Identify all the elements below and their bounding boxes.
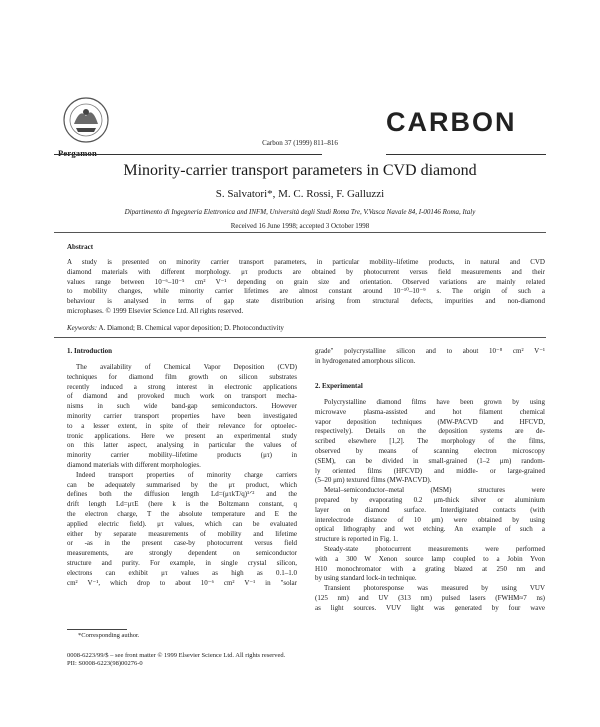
text-line: to a lesser extent, in spite of their relevance for optoelec- [67,421,297,430]
text-line: or -as in the present case-by photocurrent versus field [67,539,297,548]
header-rule [54,154,322,155]
section-heading-experimental: 2. Experimental [315,382,363,390]
keywords-list: A. Diamond; B. Chemical vapor deposition; D. Photoconductivity [97,324,284,332]
text-line: (125 nm) and UV (313 nm) pulsed lasers (FWHM≈7 ns) [315,593,545,602]
right-column [315,398,545,614]
text-line: The availability of Chemical Vapor Deposition (CVD) [76,363,297,371]
text-line: measurements, are strongly dependent on semiconductor [67,549,297,558]
text-line: observed by means of scanning electron microscopy [315,446,545,455]
text-line: drift length Ld=μτE (here k is the Boltzmann constant, q [67,500,297,509]
abstract-line: to mobility changes, while minority carrier lifetimes are almost constant around 10⁻¹⁰–10⁻⁹ s. The origin of such a [67,287,545,296]
text-line: in hydrogenated amorphous silicon. [315,356,416,365]
text-line: layer on diamond surface. Interdigitated contacts (with [315,505,545,514]
abstract-body [67,258,545,317]
copyright-line: 0008-6223/99/$ – see front matter © 1999 Elsevier Science Ltd. All rights reserved. [67,652,286,659]
abstract-line: A study is presented on minority carrier transport parameters, in particular mobility–lifetime products, in natural and CVD [67,258,545,266]
text-line: techniques for diamond film growth on silicon substrates [67,372,297,381]
text-line: either by separate measurements of mobility and lifetime [67,529,297,538]
text-line: by using standard lock-in technique. [315,574,417,583]
text-line: scribed elsewhere [1,2]. The morphology of the films, [315,437,545,446]
text-line: (5–20 μm) textured films (MW-PACVD). [315,476,432,485]
text-line: of diamond and provoked much work on transport mecha- [67,392,297,401]
abstract-line: values range between 10⁻⁶–10⁻⁵ cm² V⁻¹ depending on grain size and orientation. Observed variations are mainly related [67,277,545,286]
text-line: optical lithography and wet etching. An example of such a [315,525,545,534]
journal-title: CARBON [386,107,517,137]
text-line: microwave plasma-assisted and hot filament chemical [315,407,545,416]
paper-authors: S. Salvatori*, M. C. Rossi, F. Galluzzi [215,188,385,200]
keywords [67,324,545,332]
text-line: respectively). Details on the deposition systems are de- [315,427,545,436]
text-line: (SEM), can be divided in small-grained (1–2 μm) random- [315,456,545,465]
text-line: Indeed transport properties of minority charge carriers [76,470,297,479]
text-line: Metal–semiconductor–metal (MSM) structures were [324,486,545,495]
abstract-line: behaviour is analysed in terms of gap state distribution arising from structural defects, impurities and non-diamond [67,297,545,306]
footnote-rule [67,629,127,630]
publisher-name: Pergamon [58,148,97,158]
text-line: with a 300 W Xenon source lamp coupled to a Jobin Yvon [315,554,545,563]
text-line: Transient photoresponse was measured by using VUV [324,584,545,593]
text-line: structure is reported in Fig. 1. [315,535,399,544]
text-line: vapor deposition techniques (MW-PACVD and HFCVD, [315,417,545,426]
text-line: defines both the diffusion length Ld=(μτkT/q)¹ᐟ² and the [67,490,297,499]
text-line: recently induced a strong interest in electronic applications [67,382,297,391]
abstract-line: diamond materials with different morphology. μτ products are obtained by photocurrent versus field measurements and their [67,267,545,276]
text-line: on this latter aspect, analysing in particular the values of [67,441,297,450]
text-line: cm² V⁻¹, which drop to about 10⁻⁶ cm² V⁻¹ in "solar [67,578,297,587]
text-line: prepared by evaporating 0.2 μm-thick silver or aluminium [315,495,545,504]
text-line: structure and purity. For example, in single crystal silicon, [67,558,297,567]
paper-affiliation: Dipartimento di Ingegneria Elettronica and INFM, Università degli Studi Roma Tre, V.Vasca Navale 84, I-00146 Roma, Italy [124,208,476,216]
text-line: nisms in such wide band-gap semiconductors. However [67,402,297,411]
text-line: applied electric field). μτ values, which can be evaluated [67,519,297,528]
paper-title: Minority-carrier transport parameters in CVD diamond [123,162,477,179]
text-line: minority carrier transport properties have been investigated [67,411,297,420]
text-line: diamond materials with different morphologies. [67,460,201,469]
header-rule [386,154,546,155]
text-line: interelectrode distance of 10 μm) were obtained by using [315,515,545,524]
abstract-line: microphases. © 1999 Elsevier Science Ltd. All rights reserved. [67,306,244,315]
section-heading-introduction: 1. Introduction [67,347,112,355]
text-line: can be adequately summarised by the μτ product, which [67,480,297,489]
journal-citation: Carbon 37 (1999) 811–816 [262,139,338,147]
abstract-heading: Abstract [67,243,94,251]
text-line: grade" polycrystalline silicon and to about 10⁻⁸ cm² V⁻¹ [315,347,545,355]
divider [54,337,546,338]
keywords-label: Keywords: [67,324,98,332]
text-line: tronic applications. Here we present an experimental study [67,431,297,440]
text-line: H10 monochromator with a grating blazed at 250 nm and [315,564,545,573]
text-line: electrons can exhibit μτ values as high as 0.1–1.0 [67,568,297,577]
paper-dates: Received 16 June 1998; accepted 3 October 1998 [230,222,370,230]
text-line: ly oriented films (HFCVD) and middle- or large-grained [315,466,545,475]
text-line: Steady-state photocurrent measurements were performed [324,544,545,553]
footnote: *Corresponding author. [78,632,140,639]
text-line: minority carrier mobility–lifetime products (μτ) in [67,451,297,460]
text-line: the electron charge, T the absolute temperature and E the [67,509,297,518]
text-line: as light sources. VUV light was generated by four wave [315,603,545,612]
right-column-top [315,347,545,367]
divider [54,232,546,233]
pii-line: PII: S0008-6223(98)00276-0 [67,660,143,667]
text-line: Polycrystalline diamond films have been grown by using [324,398,545,406]
left-column [67,363,297,588]
